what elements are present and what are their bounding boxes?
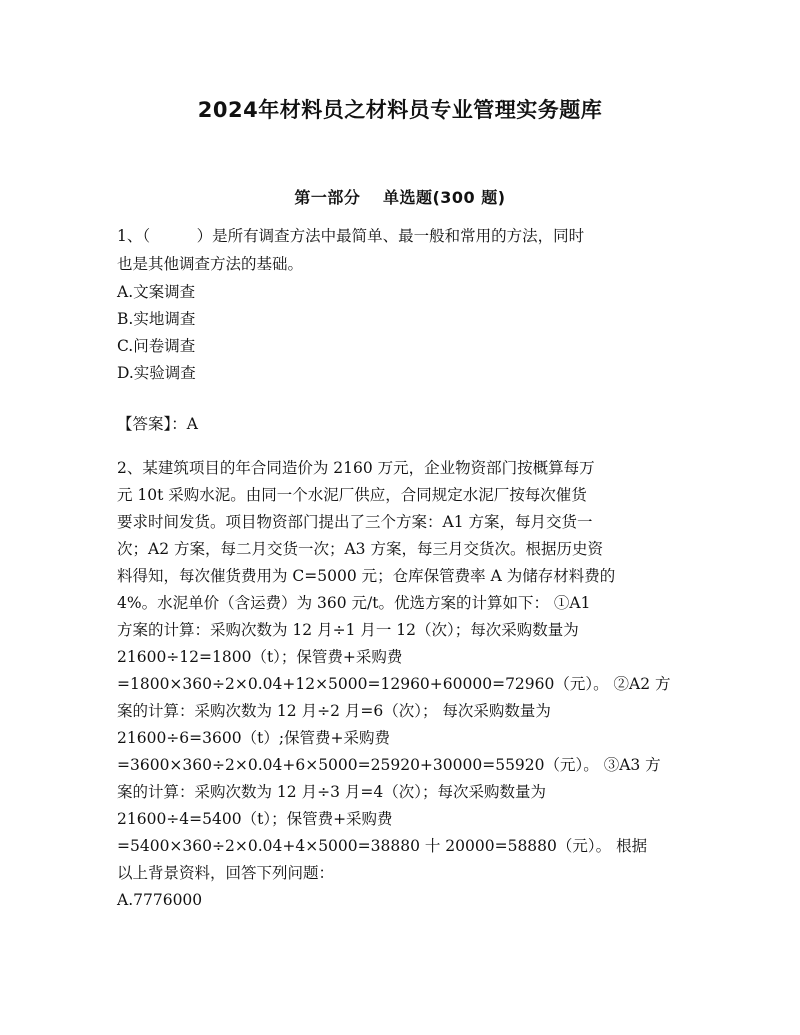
q1-stem-line: 1、（ ）是所有调查方法中最简单、最一般和常用的方法，同时: [117, 227, 585, 245]
section-title: 第一部分 单选题(300 题): [294, 188, 506, 207]
q1-answer: 【答案】：A: [117, 415, 198, 433]
q2-stem-line: =1800×360÷2×0.04+12×5000=12960+60000=72960（元）。 ②A2 方: [117, 675, 671, 693]
q2-stem-line: 案的计算：采购次数为 12 月÷2 月=6（次）； 每次采购数量为: [117, 702, 551, 720]
q2-stem-line: =5400×360÷2×0.04+4×5000=38880 十 20000=58880（元）。 根据: [117, 837, 648, 855]
q2-stem-line: 21600÷4=5400（t）；保管费+采购费: [117, 810, 393, 828]
q1-stem-line: 也是其他调查方法的基础。: [117, 255, 304, 273]
q2-stem-line: 料得知，每次催货费用为 C=5000 元；仓库保管费率 A 为储存材料费的: [117, 567, 616, 585]
q2-stem-line: =3600×360÷2×0.04+6×5000=25920+30000=55920（元）。 ③A3 方: [117, 756, 661, 774]
q1-option-d: D.实验调查: [117, 364, 196, 382]
q1-option-b: B.实地调查: [117, 310, 196, 328]
q2-option-a: A.7776000: [117, 891, 203, 909]
q2-stem-line: 4%。水泥单价（含运费）为 360 元/t。优选方案的计算如下： ①A1: [117, 594, 591, 612]
q2-stem-line: 元 10t 采购水泥。由同一个水泥厂供应，合同规定水泥厂按每次催货: [117, 486, 587, 504]
q2-stem-line: 次；A2 方案，每二月交货一次；A3 方案，每三月交货次。根据历史资: [117, 540, 603, 558]
q2-stem-line: 以上背景资料，回答下列问题：: [117, 864, 335, 882]
q2-stem-line: 21600÷6=3600（t）;保管费+采购费: [117, 729, 391, 747]
q2-stem-line: 2、某建筑项目的年合同造价为 2160 万元，企业物资部门按概算每万: [117, 459, 595, 477]
q2-stem-line: 方案的计算：采购次数为 12 月÷1 月一 12（次）；每次采购数量为: [117, 621, 579, 639]
q2-stem-line: 21600÷12=1800（t）；保管费+采购费: [117, 648, 403, 666]
q1-option-a: A.文案调查: [117, 283, 196, 301]
q2-stem-line: 案的计算：采购次数为 12 月÷3 月=4（次）；每次采购数量为: [117, 783, 546, 801]
q2-stem-line: 要求时间发货。项目物资部门提出了三个方案：A1 方案，每月交货一: [117, 513, 593, 531]
page-title: 2024年材料员之材料员专业管理实务题库: [197, 98, 603, 122]
q1-option-c: C.问卷调查: [117, 337, 196, 355]
